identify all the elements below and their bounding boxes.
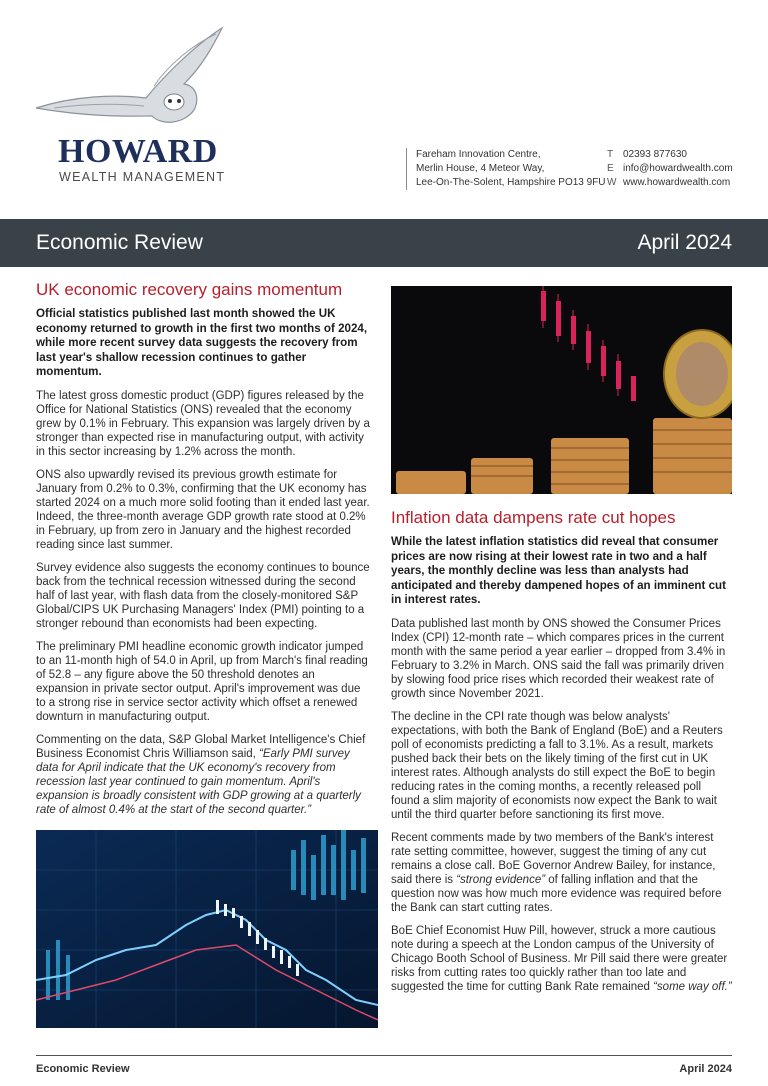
article-paragraph: Commenting on the data, S&P Global Market Intelligence's Chief Business Economist Chris Williamson said, “Early PMI survey data for April indicate that the UK economy's recovery from recession last year continued to gain momentum. April's expansion is broadly consistent with GDP growing at a quarterly rate of almost 0.4% at the start of the second quarter.”	[36, 733, 366, 816]
quote: “Early PMI survey data for April indicate that the UK economy's recovery from recession last year continued to gain momentum. April's expansion is broadly consistent with GDP growing at a quarterly rate of almost 0.4% at the start of the second quarter.”	[36, 747, 361, 816]
article-paragraph: The latest gross domestic product (GDP) figures released by the Office for National Statistics (ONS) revealed that the economy grew by 0.1% in February. This expansion was largely driven by a stronger than expected rise in manufacturing output, with activity in this sector increasing by 1.2% across the month.	[36, 389, 370, 458]
article-title: Inflation data dampens rate cut hopes	[391, 508, 676, 527]
article-paragraph: The preliminary PMI headline economic growth indicator jumped to an 11-month high of 54.0 in April, up from March's final reading of 52.8 – any figure above the 50 threshold denotes an expansion in private sector output. April's improvement was due to a strong rise in service sector activity which offset a renewed downturn in manufacturing output.	[36, 640, 368, 723]
article-uk-recovery	[36, 280, 370, 826]
address-block	[406, 148, 606, 190]
coins-image	[391, 286, 732, 494]
title-banner	[0, 219, 768, 267]
brand-subtitle: WEALTH MANAGEMENT	[59, 170, 226, 184]
banner-date: April 2024	[637, 231, 732, 254]
brand-name: HOWARD	[58, 133, 218, 170]
address-line: Fareham Innovation Centre,	[416, 149, 541, 160]
contact-block	[607, 148, 733, 190]
market-chart-image	[36, 830, 378, 1028]
article-lead: While the latest inflation statistics did reveal that consumer prices are now rising at their lowest rate in two and a half years, the monthly decline was less than analysts had anticipated and thereby dampened hopes of an imminent cut in interest rates.	[391, 535, 726, 606]
article-paragraph: Data published last month by ONS showed the Consumer Prices Index (CPI) 12-month rate – which compares prices in the current month with the same period a year earlier – dropped from 3.4% in February to 3.2% in March. ONS said the fall was primarily driven by slowing food price rises which recorded their weakest rate of growth since November 2021.	[391, 617, 726, 700]
article-paragraph: ONS also upwardly revised its previous growth estimate for January from 0.2% to 0.3%, confirming that the UK economy has started 2024 on a much more solid footing than it ended last year. Indeed, the three-month average GDP growth rate stood at 0.2% in February, up from zero in January and the highest recorded reading since last summer.	[36, 468, 370, 551]
address-line: Lee-On-The-Solent, Hampshire PO13 9FU	[416, 177, 606, 188]
web-key: W	[607, 177, 617, 188]
address-line: Merlin House, 4 Meteor Way,	[416, 163, 545, 174]
footer-date: April 2024	[679, 1063, 732, 1075]
footer-title: Economic Review	[36, 1063, 130, 1075]
email-key: E	[607, 163, 614, 174]
email-link[interactable]: info@howardwealth.com	[623, 163, 733, 174]
article-lead: Official statistics published last month showed the UK economy returned to growth in the first two months of 2024, while more recent survey data suggests the recovery from last year's shallow recession continues to gather momentum.	[36, 307, 368, 378]
article-paragraph: The decline in the CPI rate though was below analysts' expectations, with both the Bank of England (BoE) and a Reuters poll of economists predicting a fall to 3.1%. As a result, markets pushed back their bets on the likely timing of the first cut in UK interest rates. Although analysts do still expect the BoE to begin reducing rates in the coming months, a recently released poll found a slim majority of economists now expect the Bank to wait until the third quarter before sanctioning its first move.	[391, 710, 723, 821]
owl-icon	[34, 26, 234, 136]
article-inflation	[391, 508, 732, 1003]
article-paragraph: BoE Chief Economist Huw Pill, however, struck a more cautious note during a speech at the London campus of the University of Chicago Booth School of Business. Mr Pill said there were greater risks from cutting rates too quickly rather than too late and suggested the time for cutting Bank Rate remained “some way off.”	[391, 924, 732, 993]
phone-number[interactable]: 02393 877630	[623, 149, 687, 160]
banner-title: Economic Review	[36, 231, 203, 254]
footer-divider	[36, 1055, 732, 1056]
quote: “some way off.”	[653, 980, 732, 993]
article-paragraph: Survey evidence also suggests the economy continues to bounce back from the technical recession witnessed during the second half of last year, with flash data from the closely-monitored S&P Global/CIPS UK Purchasing Managers' Index (PMI) pointing to a stronger rebound than economists had been expecting.	[36, 561, 370, 630]
website-link[interactable]: www.howardwealth.com	[623, 177, 731, 188]
quote: “strong evidence”	[456, 873, 546, 886]
phone-key: T	[607, 149, 614, 160]
article-title: UK economic recovery gains momentum	[36, 280, 343, 299]
article-paragraph: Recent comments made by two members of the Bank's interest rate setting committee, however, suggest the timing of any cut remains a close call. BoE Governor Andrew Bailey, for instance, said there is “strong evidence” of falling inflation and that the question now was how much more evidence was required before the Bank can start cutting rates.	[391, 831, 722, 914]
